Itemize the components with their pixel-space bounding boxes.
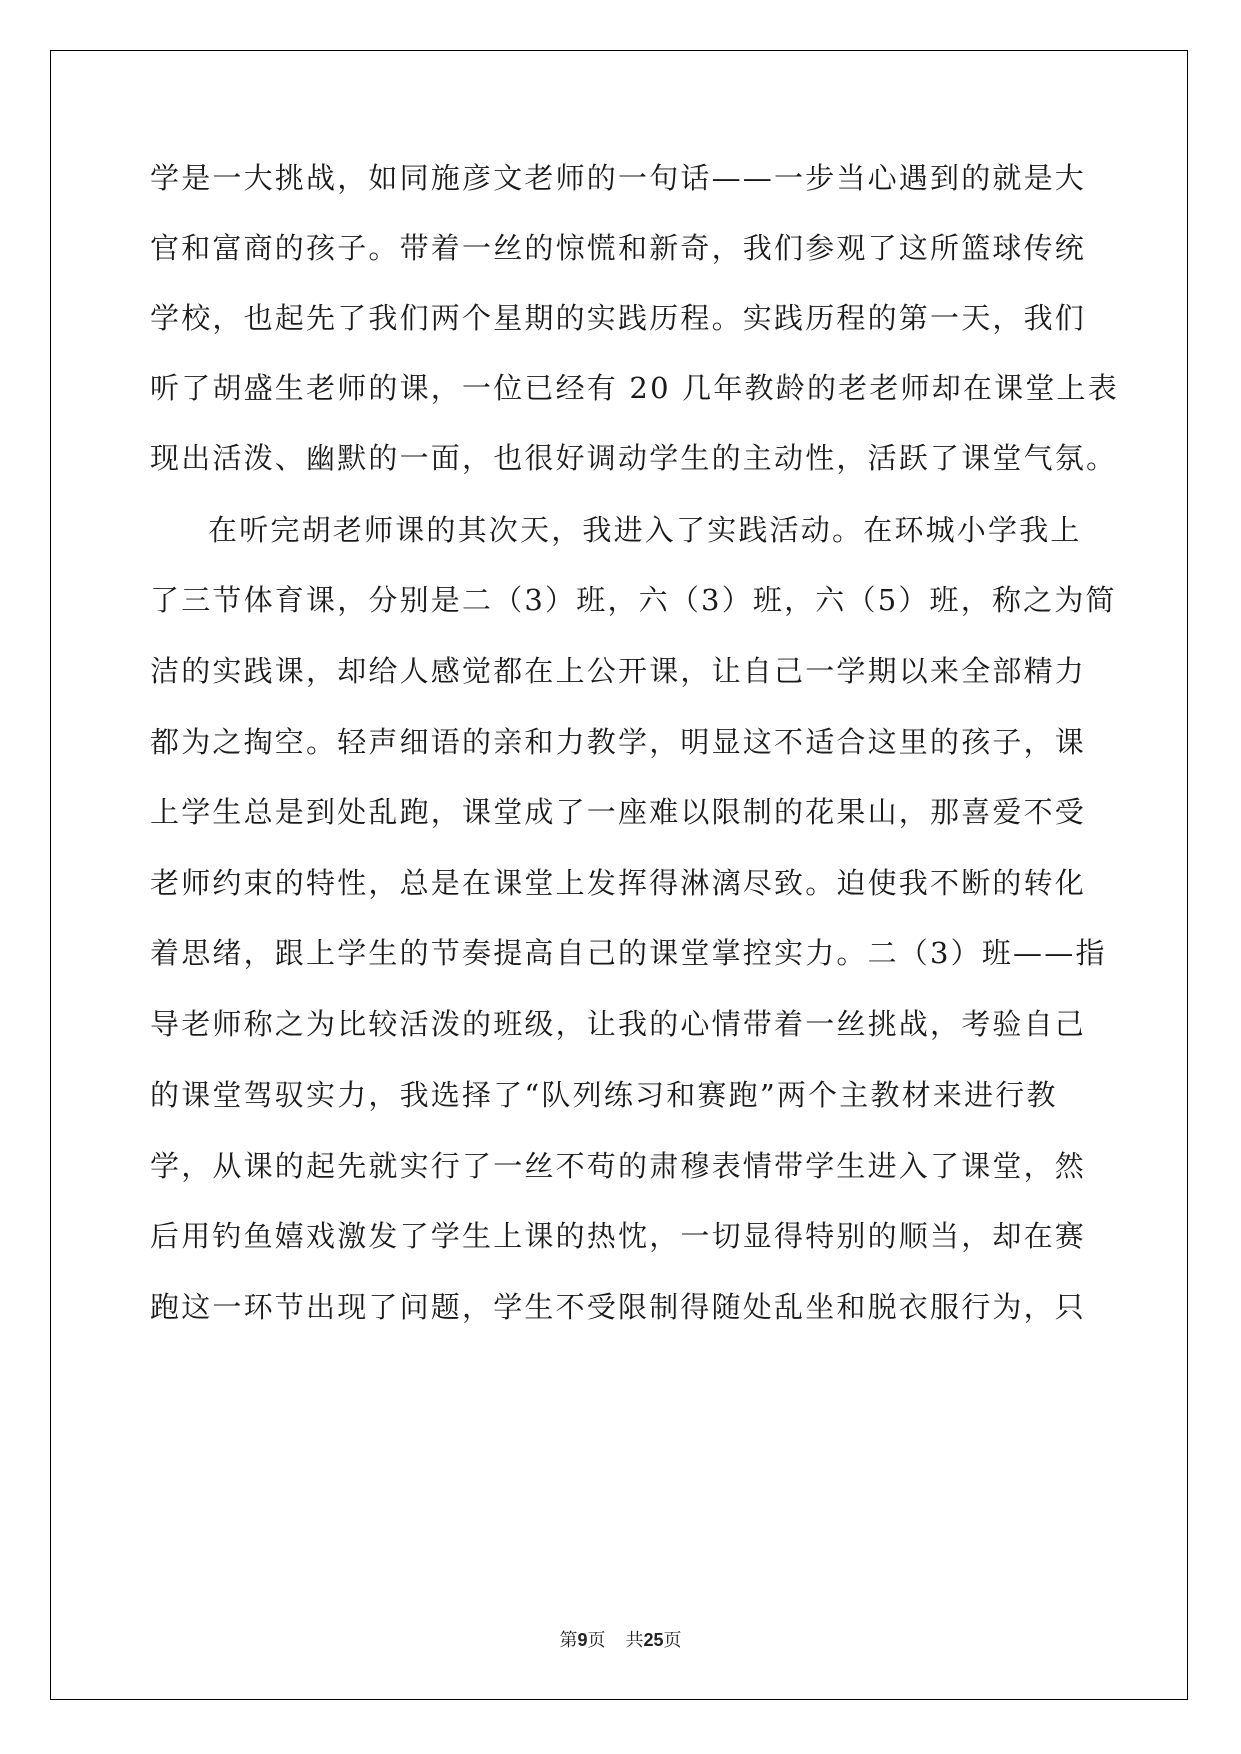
page-suffix: 页 <box>587 1630 606 1651</box>
text-line: 导老师称之为比较活泼的班级，让我的心情带着一丝挑战，考验自己 <box>150 1007 1087 1041</box>
page-number: 9 <box>577 1630 588 1650</box>
text-line: 学校，也起先了我们两个星期的实践历程。实践历程的第一天，我们 <box>150 301 1087 335</box>
paragraph-first-line: 在听完胡老师课的其次天，我进入了实践活动。在环城小学我上 <box>208 513 1082 547</box>
page-footer <box>0 1626 1241 1652</box>
text-line: 上学生总是到处乱跑，课堂成了一座难以限制的花果山，那喜爱不受 <box>150 795 1087 829</box>
total-pages: 25 <box>643 1630 664 1650</box>
text-line: 官和富商的孩子。带着一丝的惊慌和新奇，我们参观了这所篮球传统 <box>150 231 1087 265</box>
text-line: 后用钓鱼嬉戏激发了学生上课的热忱，一切显得特别的顺当，却在赛 <box>150 1219 1087 1253</box>
text-line: 学，从课的起先就实行了一丝不苟的肃穆表情带学生进入了课堂，然 <box>150 1149 1087 1183</box>
text-line: 都为之掏空。轻声细语的亲和力教学，明显这不适合这里的孩子，课 <box>150 725 1087 759</box>
total-suffix: 页 <box>663 1630 682 1651</box>
text-line: 跑这一环节出现了问题，学生不受限制得随处乱坐和脱衣服行为，只 <box>150 1290 1087 1324</box>
text-line: 老师约束的特性，总是在课堂上发挥得淋漓尽致。迫使我不断的转化 <box>150 866 1087 900</box>
text-line: 洁的实践课，却给人感觉都在上公开课，让自己一学期以来全部精力 <box>150 654 1087 688</box>
text-line: 现出活泼、幽默的一面，也很好调动学生的主动性，活跃了课堂气氛。 <box>150 441 1118 475</box>
text-line: 了三节体育课，分别是二（3）班，六（3）班，六（5）班，称之为简 <box>150 583 1117 617</box>
text-line: 听了胡盛生老师的课，一位已经有 20 几年教龄的老老师却在课堂上表 <box>150 371 1119 405</box>
text-line: 着思绪，跟上学生的节奏提高自己的课堂掌控实力。二（3）班——指 <box>150 936 1107 970</box>
text-line: 学是一大挑战，如同施彦文老师的一句话——一步当心遇到的就是大 <box>150 161 1087 195</box>
page-prefix: 第 <box>559 1630 578 1651</box>
total-prefix: 共 <box>625 1630 644 1651</box>
text-line: 的课堂驾驭实力，我选择了“队列练习和赛跑”两个主教材来进行教 <box>150 1078 1058 1112</box>
